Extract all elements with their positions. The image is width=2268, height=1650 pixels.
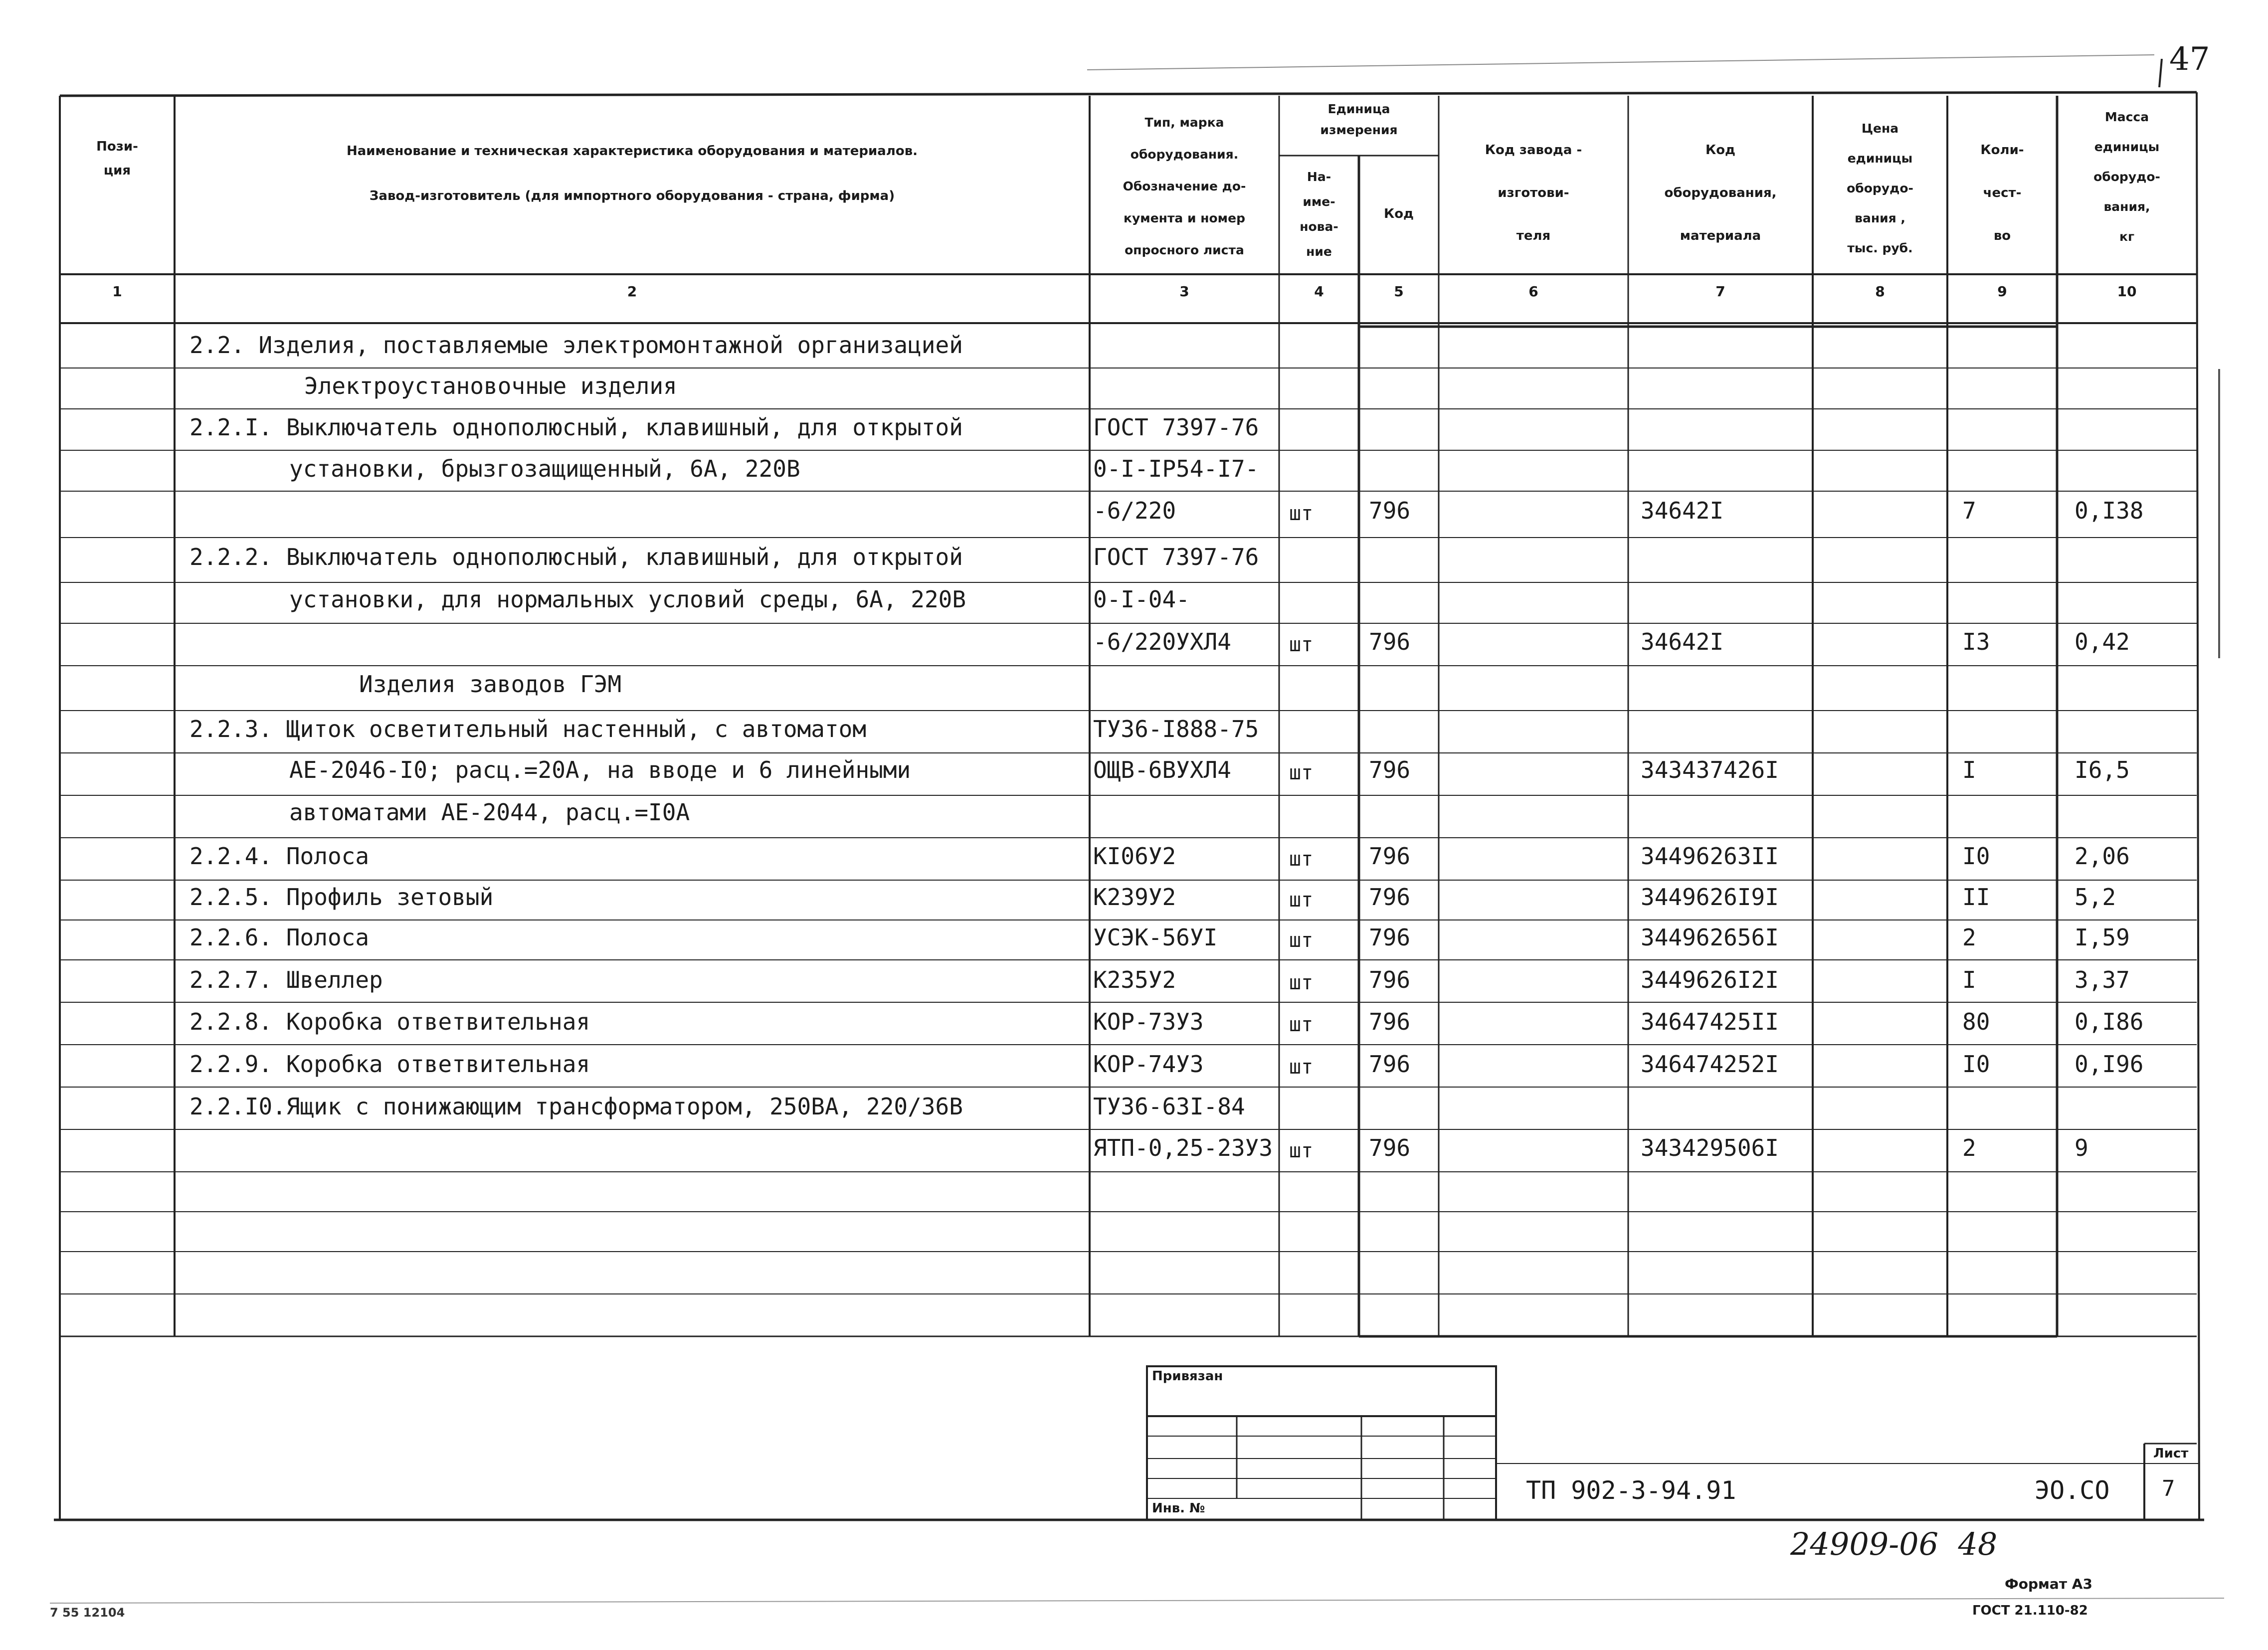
header-col7: Код оборудования, материала (1664, 143, 1777, 243)
colnum-7: 7 (1715, 283, 1725, 300)
row-unit: шт (1289, 633, 1314, 656)
row-mass: 2,06 (2075, 843, 2130, 870)
sheet-label: Лист (2153, 1446, 2189, 1461)
row-unit: шт (1289, 971, 1314, 994)
doc-code: ТП 902-3-94.91 (1526, 1476, 1736, 1505)
row-type: 0-I-IP54-I7- (1093, 455, 1259, 482)
row-name: 2.2.I. Выключатель однополюсный, клавишный, для открытой (189, 414, 963, 441)
row-qty: I3 (1962, 628, 1990, 655)
row-code: 796 (1369, 1134, 1411, 1161)
row-equip-code: 343437426I (1641, 756, 1779, 783)
sheet-number: 7 (2162, 1476, 2175, 1501)
row-equip-code: 34647425II (1641, 1008, 1779, 1035)
row-name: АЕ-2046-I0; расц.=20А, на вводе и 6 линейными (289, 756, 911, 783)
row-code: 796 (1369, 843, 1411, 870)
row-type: ОЩВ-6ВУХЛ4 (1093, 756, 1231, 783)
stamp-privyazan: Привязан (1152, 1369, 1223, 1384)
row-code: 796 (1369, 884, 1411, 911)
colnum-5: 5 (1394, 283, 1404, 300)
row-name: 2.2. Изделия, поставляемые электромонтажной организацией (189, 332, 963, 359)
row-code: 796 (1369, 1051, 1411, 1078)
handwritten-number: 24909-06 48 (1790, 1526, 1998, 1562)
row-name: 2.2.5. Профиль зетовый (189, 884, 494, 911)
header-col10: Масса единицы оборудо- вания, кг (2093, 110, 2160, 244)
row-unit: шт (1289, 848, 1314, 871)
row-code: 796 (1369, 1008, 1411, 1035)
row-name: установки, брызгозащищенный, 6А, 220В (289, 455, 800, 482)
row-unit: шт (1289, 502, 1314, 525)
row-code: 796 (1369, 966, 1411, 993)
header-col8: Цена единицы оборудо- вания , тыс. руб. (1847, 121, 1913, 255)
header-col4: На- име- нова- ние (1300, 170, 1338, 259)
row-equip-code: 3449626I9I (1641, 884, 1779, 911)
colnum-4: 4 (1314, 283, 1324, 300)
row-unit: шт (1289, 889, 1314, 912)
row-code: 796 (1369, 497, 1411, 524)
row-name: Электроустановочные изделия (304, 372, 677, 399)
row-name: 2.2.3. Щиток осветительный настенный, с автоматом (189, 716, 867, 742)
row-mass: 3,37 (2075, 966, 2130, 993)
row-mass: 9 (2075, 1134, 2088, 1161)
archive-number: 7 55 12104 (50, 1606, 125, 1620)
header-col9: Коли- чест- во (1980, 143, 2024, 243)
row-code: 796 (1369, 628, 1411, 655)
header-unit-group: Единица измерения (1320, 102, 1398, 137)
row-type: ГОСТ 7397-76 (1093, 544, 1259, 570)
row-qty: 2 (1962, 924, 1976, 951)
row-mass: 0,I38 (2075, 497, 2144, 524)
colnum-1: 1 (112, 283, 122, 300)
row-equip-code: 346474252I (1641, 1051, 1779, 1078)
colnum-2: 2 (627, 283, 637, 300)
row-name: 2.2.7. Швеллер (189, 966, 383, 993)
header-col5: Код (1383, 206, 1414, 221)
row-equip-code: 34642I (1641, 497, 1724, 524)
row-type: КОР-73УЗ (1093, 1008, 1204, 1035)
row-unit: шт (1289, 1056, 1314, 1079)
colnum-3: 3 (1179, 283, 1189, 300)
row-type: ТУ36-63I-84 (1093, 1093, 1245, 1120)
row-mass: 0,I96 (2075, 1051, 2144, 1078)
row-type: К235У2 (1093, 966, 1176, 993)
colnum-10: 10 (2117, 283, 2137, 300)
row-type: КОР-74УЗ (1093, 1051, 1204, 1078)
row-code: 796 (1369, 924, 1411, 951)
row-type: УСЭК-56УI (1093, 924, 1218, 951)
row-type: КI06У2 (1093, 843, 1176, 870)
row-name: 2.2.8. Коробка ответвительная (189, 1008, 590, 1035)
colnum-6: 6 (1528, 283, 1538, 300)
format-label: Формат А3 (2005, 1576, 2092, 1592)
row-type: ГОСТ 7397-76 (1093, 414, 1259, 441)
row-name: 2.2.6. Полоса (189, 924, 370, 951)
row-mass: I,59 (2075, 924, 2130, 951)
row-mass: 5,2 (2075, 884, 2116, 911)
page-number: 47 (2169, 41, 2210, 78)
row-name: Изделия заводов ГЭМ (359, 671, 622, 698)
row-type: -6/220 (1093, 497, 1176, 524)
row-mass: 0,42 (2075, 628, 2130, 655)
row-unit: шт (1289, 761, 1314, 784)
row-unit: шт (1289, 1139, 1314, 1162)
row-qty: I (1962, 966, 1976, 993)
header-col3: Тип, марка оборудования. Обозначение до- кумента и номер опросного листа (1123, 115, 1246, 257)
row-equip-code: 344962656I (1641, 924, 1779, 951)
gost-label: ГОСТ 21.110-82 (1972, 1603, 2088, 1618)
row-qty: 2 (1962, 1134, 1976, 1161)
row-name: автоматами АЕ-2044, расц.=I0А (289, 799, 690, 826)
row-unit: шт (1289, 1013, 1314, 1036)
row-name: 2.2.4. Полоса (189, 843, 370, 870)
row-type: ЯТП-0,25-23УЗ (1093, 1134, 1273, 1161)
row-qty: 80 (1962, 1008, 1990, 1035)
row-qty: I0 (1962, 1051, 1990, 1078)
row-type: ТУ36-I888-75 (1093, 716, 1259, 742)
row-equip-code: 3449626I2I (1641, 966, 1779, 993)
stamp-inv: Инв. № (1152, 1501, 1205, 1516)
row-unit: шт (1289, 929, 1314, 952)
section-code: ЭО.СО (2035, 1476, 2110, 1505)
row-qty: I (1962, 756, 1976, 783)
row-name: 2.2.2. Выключатель однополюсный, клавишный, для открытой (189, 544, 963, 570)
row-mass: I6,5 (2075, 756, 2130, 783)
row-equip-code: 343429506I (1641, 1134, 1779, 1161)
row-type: 0-I-04- (1093, 586, 1190, 613)
header-col6: Код завода - изготови- теля (1485, 143, 1582, 243)
header-col1: Пози- ция (96, 139, 138, 178)
colnum-9: 9 (1997, 283, 2007, 300)
row-name: 2.2.I0.Ящик с понижающим трансформатором, 250ВА, 220/36В (189, 1093, 963, 1120)
row-qty: I0 (1962, 843, 1990, 870)
row-code: 796 (1369, 756, 1411, 783)
row-type: К239У2 (1093, 884, 1176, 911)
row-equip-code: 34496263II (1641, 843, 1779, 870)
row-mass: 0,I86 (2075, 1008, 2144, 1035)
row-qty: II (1962, 884, 1990, 911)
row-qty: 7 (1962, 497, 1976, 524)
header-col2: Наименование и техническая характеристика оборудования и материалов. Завод-изготовитель (для импортного оборудования - страна, фирма) (346, 144, 918, 203)
row-type: -6/220УХЛ4 (1093, 628, 1231, 655)
row-name: установки, для нормальных условий среды, 6А, 220В (289, 586, 966, 613)
row-name: 2.2.9. Коробка ответвительная (189, 1051, 590, 1078)
row-equip-code: 34642I (1641, 628, 1724, 655)
colnum-8: 8 (1875, 283, 1885, 300)
